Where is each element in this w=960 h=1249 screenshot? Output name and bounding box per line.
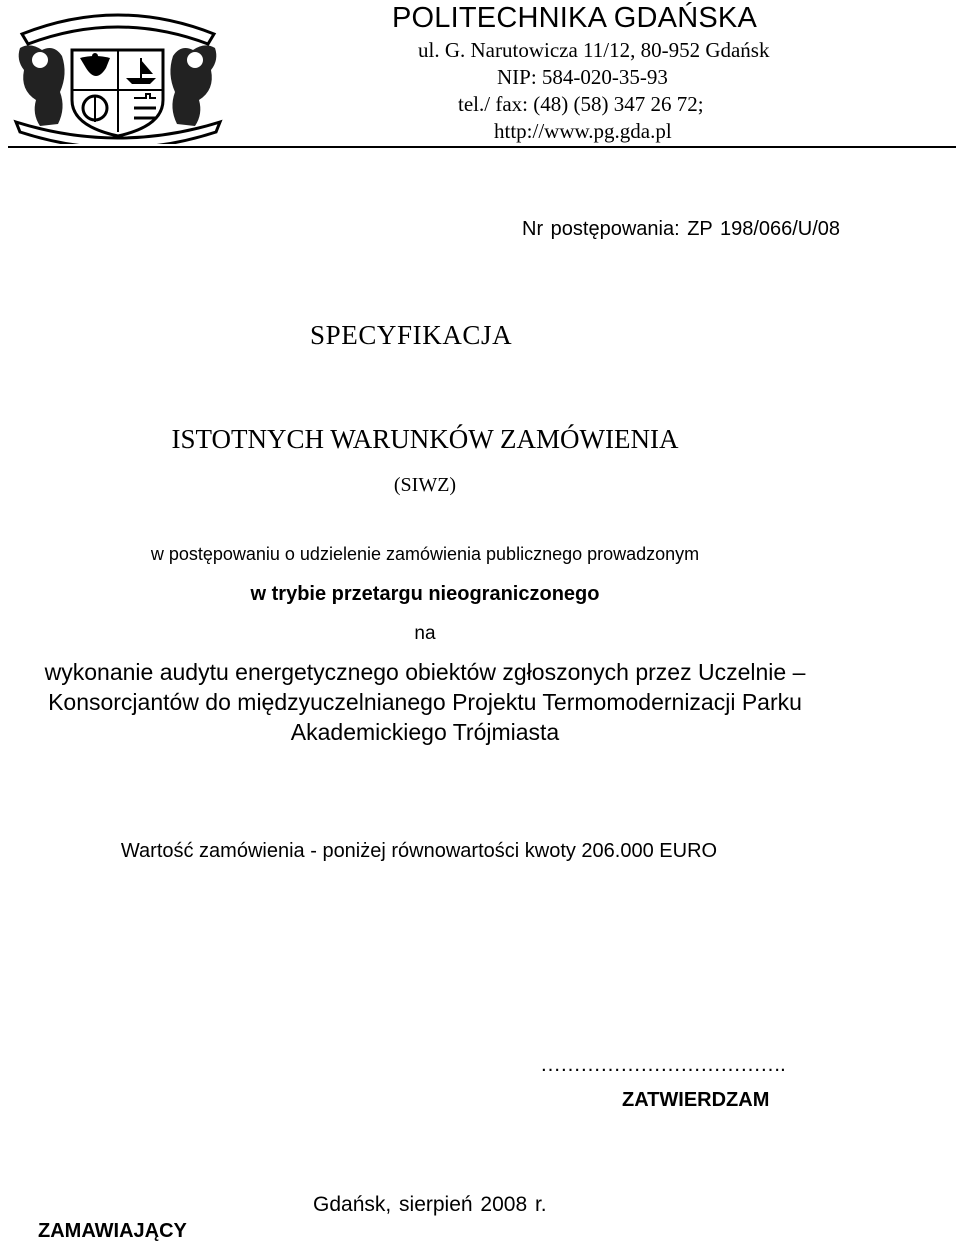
institution-website: http://www.pg.gda.pl — [494, 119, 672, 143]
header-divider — [8, 146, 956, 148]
document-abbreviation: (SIWZ) — [393, 474, 457, 496]
subject-line: Konsorcjantów do międzyuczelnianego Projektu Termomodernizacji Parku — [48, 689, 802, 715]
on-word: na — [414, 623, 436, 644]
procedure-mode: w trybie przetargu nieograniczonego — [250, 583, 600, 605]
place-date: Gdańsk, sierpień 2008 r. — [313, 1193, 547, 1216]
ordering-party: ZAMAWIAJĄCY — [38, 1220, 187, 1242]
institution-phone: tel./ fax: (48) (58) 347 26 72; — [458, 92, 704, 116]
logo-emblem-icon — [10, 4, 225, 144]
value-statement: Wartość zamówienia - poniżej równowartości kwoty 206.000 EURO — [120, 840, 718, 862]
document-title-line2: ISTOTNYCH WARUNKÓW ZAMÓWIENIA — [171, 424, 679, 454]
university-logo — [10, 4, 225, 144]
case-number: Nr postępowania: ZP 198/066/U/08 — [522, 218, 841, 240]
subject-line: Akademickiego Trójmiasta — [290, 719, 560, 745]
institution-address: ul. G. Narutowicza 11/12, 80-952 Gdańsk — [418, 38, 770, 62]
subject-line: wykonanie audytu energetycznego obiektów zgłoszonych przez Uczelnie – — [44, 659, 806, 685]
institution-nip: NIP: 584-020-35-93 — [497, 65, 668, 89]
contract-subject — [20, 657, 830, 747]
institution-name: POLITECHNIKA GDAŃSKA — [392, 2, 757, 34]
approval-label: ZATWIERDZAM — [622, 1089, 770, 1111]
signature-line: ………………………………. — [540, 1053, 785, 1076]
procedure-intro: w postępowaniu o udzielenie zamówienia publicznego prowadzonym — [150, 544, 700, 564]
document-title-line1: SPECYFIKACJA — [310, 320, 513, 350]
